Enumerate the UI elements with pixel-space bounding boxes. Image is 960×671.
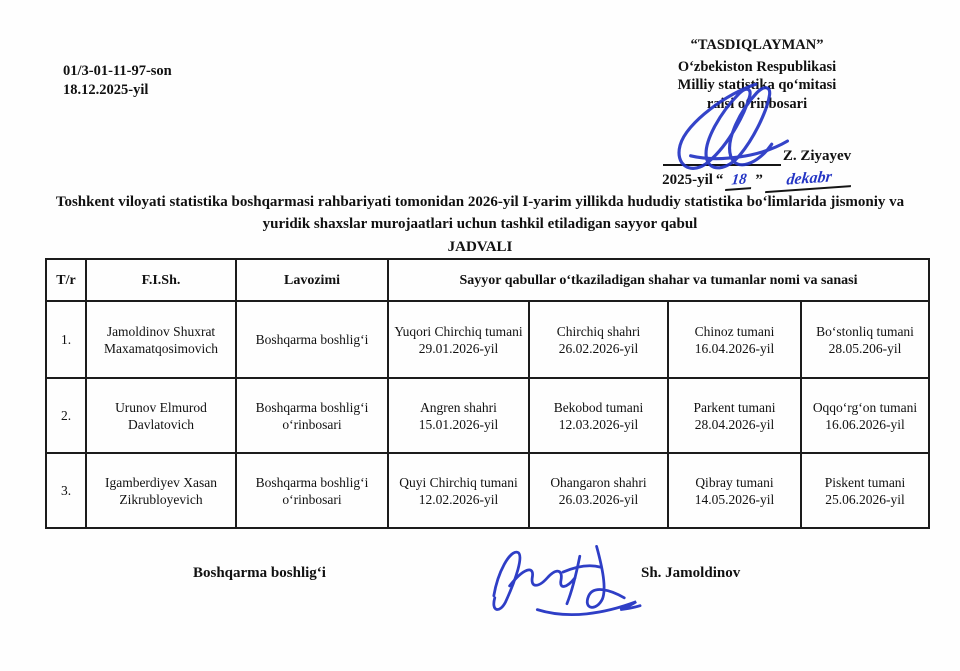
row-number: 1. <box>46 301 86 378</box>
document-title <box>50 192 910 259</box>
visit-cell <box>388 301 529 378</box>
visit-place: Parkent tumani <box>693 399 776 415</box>
visit-cell <box>801 378 929 453</box>
visit-cell <box>388 378 529 453</box>
visit-place: Angren shahri <box>420 399 497 415</box>
visit-cell <box>529 453 668 528</box>
document-subtitle: JADVALI <box>447 239 513 255</box>
reference-number: 01/3-01-11-97-son <box>63 63 172 79</box>
visit-place: Quyi Chirchiq tumani <box>399 474 518 490</box>
visit-place: Chirchiq shahri <box>556 323 641 339</box>
column-header-name: F.I.Sh. <box>86 259 236 301</box>
footer-position-label: Boshqarma boshlig‘i <box>193 565 326 581</box>
approval-heading: “TASDIQLAYMAN” <box>690 37 824 53</box>
approval-block <box>622 36 892 190</box>
visit-cell <box>801 453 929 528</box>
visit-cell <box>668 301 801 378</box>
visit-cell <box>529 378 668 453</box>
visit-cell <box>529 301 668 378</box>
close-quote: ” <box>755 172 763 188</box>
visit-place: Chinoz tumani <box>694 323 775 339</box>
approval-org-line-1: O‘zbekiston Respublikasi <box>677 58 837 75</box>
table-row <box>46 301 929 378</box>
visit-date: 28.05.206-yil <box>828 340 902 356</box>
visit-place: Bo‘stonliq tumani <box>816 323 914 339</box>
person-name: Urunov Elmurod Davlatovich <box>86 378 236 453</box>
visit-cell <box>668 378 801 453</box>
person-position: Boshqarma boshlig‘i o‘rinbosari <box>236 378 388 453</box>
visit-date: 12.03.2026-yil <box>558 416 639 432</box>
person-position: Boshqarma boshlig‘i <box>236 301 388 378</box>
approval-signer-name: Z. Ziyayev <box>782 148 852 164</box>
visit-cell <box>801 301 929 378</box>
column-header-tr: T/r <box>46 259 86 301</box>
table-row <box>46 378 929 453</box>
visit-date: 12.02.2026-yil <box>418 491 499 507</box>
footer-signature-ink-icon <box>478 533 646 623</box>
visit-date: 16.06.2026-yil <box>825 416 905 432</box>
approval-org-line-3: raisi o‘rinbosari <box>706 95 808 112</box>
approval-org-line-2: Milliy statistika qo‘mitasi <box>677 77 837 93</box>
handwritten-month: dekabr <box>765 166 853 192</box>
column-header-visits: Sayyor qabullar o‘tkaziladigan shahar va tumanlar nomi va sanasi <box>388 259 929 301</box>
visit-place: Oqqo‘rg‘on tumani <box>812 399 918 415</box>
visit-date: 14.05.2026-yil <box>694 491 775 507</box>
visit-date: 26.03.2026-yil <box>558 491 639 507</box>
schedule-table <box>45 258 930 529</box>
approval-signer-line <box>622 147 892 166</box>
column-header-position: Lavozimi <box>236 259 388 301</box>
visit-cell <box>668 453 801 528</box>
reference-date: 18.12.2025-yil <box>63 82 149 98</box>
signature-rule <box>663 150 781 166</box>
handwritten-day: 18 <box>725 169 753 190</box>
visit-date: 16.04.2026-yil <box>694 340 775 356</box>
row-number: 2. <box>46 378 86 453</box>
reference-block <box>63 62 172 100</box>
visit-place: Bekobod tumani <box>553 399 644 415</box>
table-header-row <box>46 259 929 301</box>
approval-date-year: 2025-yil <box>662 172 713 188</box>
person-name: Jamoldinov Shuxrat Maxamatqosimovich <box>86 301 236 378</box>
visit-place: Yuqori Chirchiq tumani <box>394 323 523 339</box>
visit-place: Ohangaron shahri <box>550 474 647 490</box>
footer-signer-name: Sh. Jamoldinov <box>641 565 741 581</box>
person-name: Igamberdiyev Xasan Zikrubloyevich <box>86 453 236 528</box>
visit-date: 29.01.2026-yil <box>418 340 499 356</box>
visit-date: 26.02.2026-yil <box>558 340 639 356</box>
row-number: 3. <box>46 453 86 528</box>
table-row <box>46 453 929 528</box>
visit-date: 28.04.2026-yil <box>694 416 775 432</box>
visit-place: Piskent tumani <box>824 474 906 490</box>
visit-date: 25.06.2026-yil <box>825 491 905 507</box>
visit-date: 15.01.2026-yil <box>418 416 499 432</box>
open-quote: “ <box>715 172 724 188</box>
visit-place: Qibray tumani <box>695 474 774 490</box>
approval-date-line <box>622 167 892 190</box>
person-position: Boshqarma boshlig‘i o‘rinbosari <box>236 453 388 528</box>
visit-cell <box>388 453 529 528</box>
document-title-text: Toshkent viloyati statistika boshqarmasi rahbariyati tomonidan 2026-yil I-yarim yillikda hududiy statistika bo‘limlarida jismoniy va yuridik shaxslar murojaatlari uchun tashkil etiladigan sayyor qabul <box>55 194 905 232</box>
